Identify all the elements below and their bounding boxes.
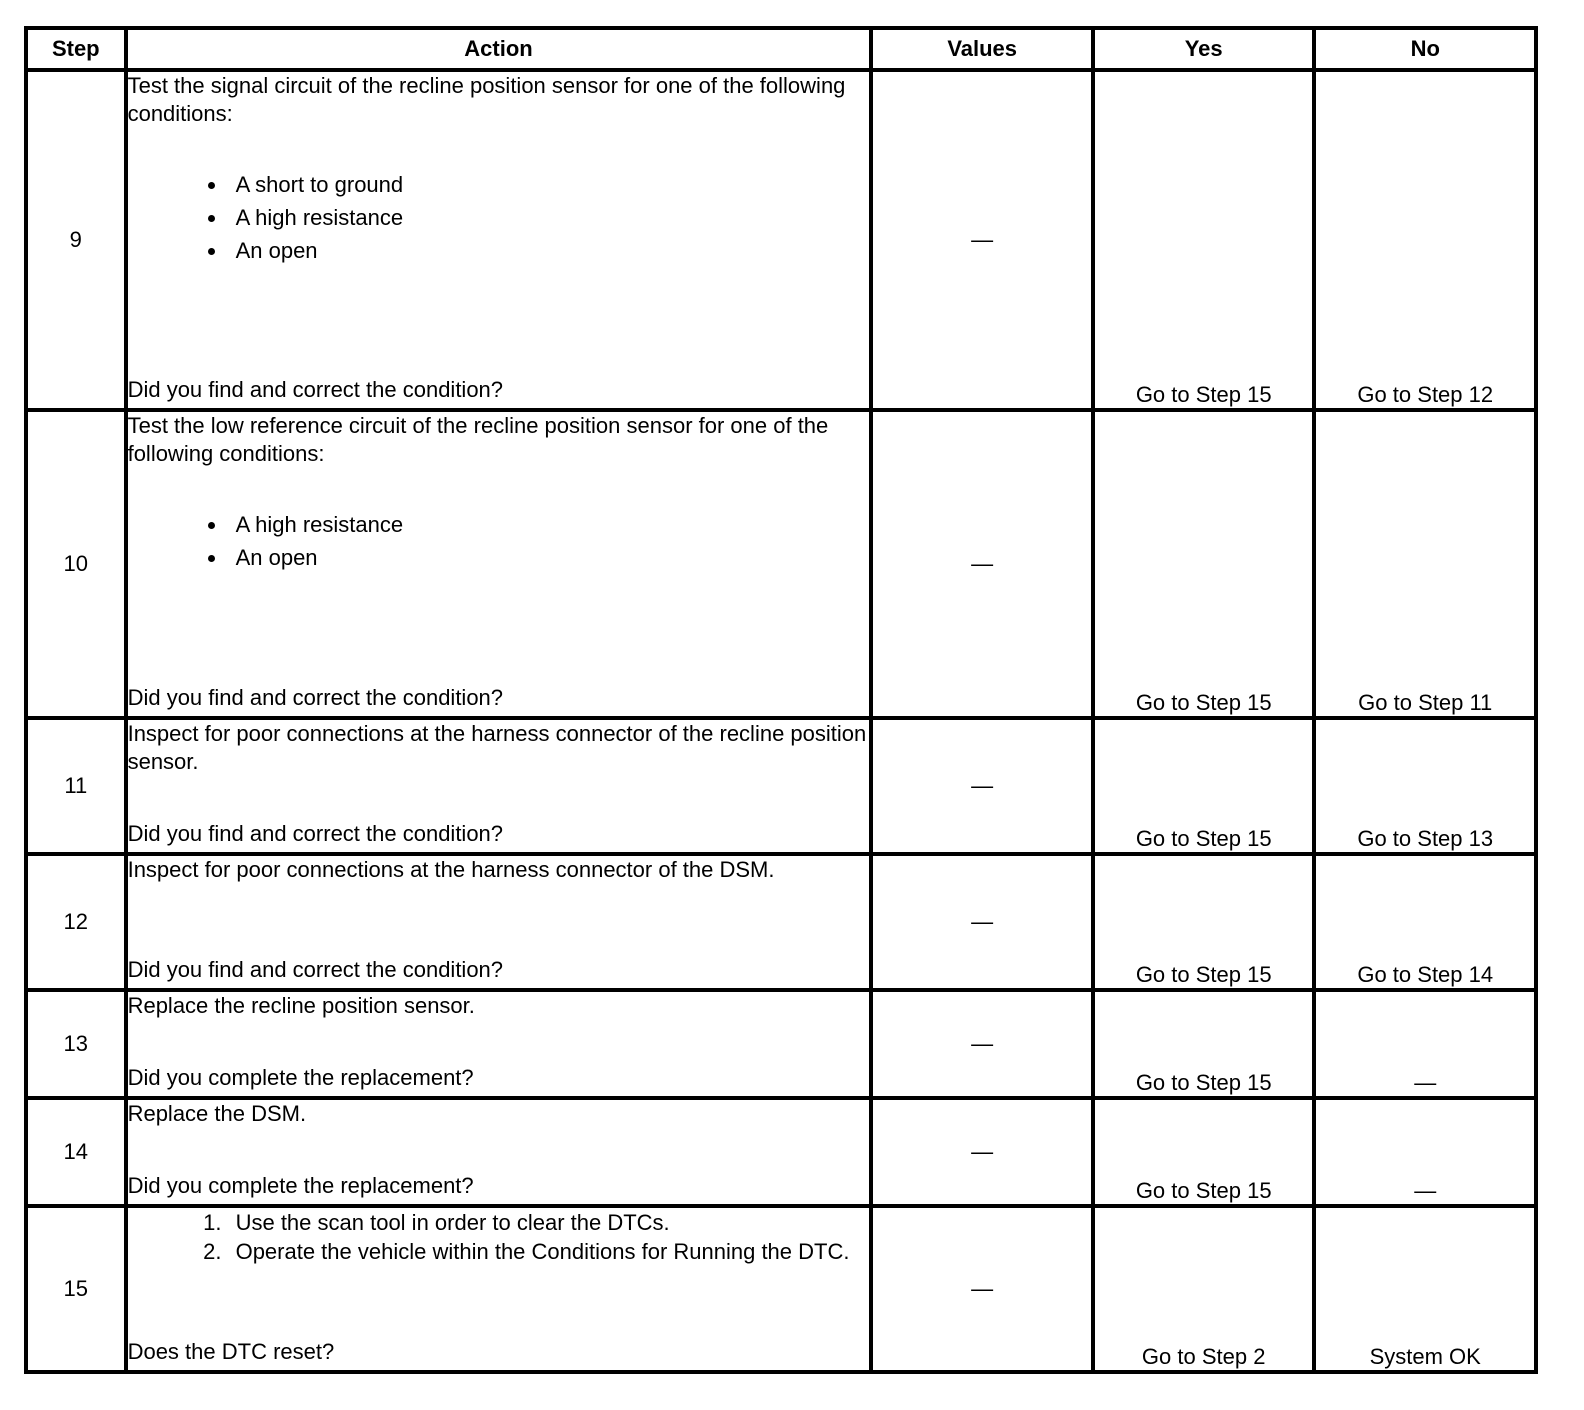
list-item: • An open [228,541,870,574]
action-question: Did you find and correct the condition? [127,377,504,402]
table-row [26,854,1536,990]
table-row [26,990,1536,1098]
values-cell: — [871,990,1093,1098]
yes-cell: Go to Step 15 [1093,1098,1315,1206]
step-number: 11 [26,718,126,854]
yes-cell: Go to Step 2 [1093,1206,1315,1372]
header-no: No [1314,28,1536,70]
list-item: 2. Operate the vehicle within the Conditions for Running the DTC. [228,1237,870,1266]
action-question: Does the DTC reset? [127,1339,335,1364]
values-cell: — [871,410,1093,718]
no-cell: Go to Step 14 [1314,854,1536,990]
header-action: Action [126,28,872,70]
yes-cell: Go to Step 15 [1093,854,1315,990]
header-step: Step [26,28,126,70]
step-number: 15 [26,1206,126,1372]
action-cell [126,1206,872,1372]
action-cell [126,410,872,718]
list-item: • A high resistance [228,201,870,234]
header-values: Values [871,28,1093,70]
action-cell [126,1098,872,1206]
header-row [26,28,1536,70]
action-cell [126,990,872,1098]
action-question: Did you find and correct the condition? [127,957,504,982]
yes-cell: Go to Step 15 [1093,70,1315,410]
action-question: Did you complete the replacement? [127,1173,474,1198]
yes-cell: Go to Step 15 [1093,718,1315,854]
no-cell: — [1314,1098,1536,1206]
action-intro: Inspect for poor connections at the harness connector of the recline position sensor. [127,721,867,774]
list-item: • A high resistance [228,508,870,541]
values-cell: — [871,70,1093,410]
no-cell: — [1314,990,1536,1098]
no-cell: System OK [1314,1206,1536,1372]
yes-cell: Go to Step 15 [1093,410,1315,718]
no-cell: Go to Step 11 [1314,410,1536,718]
table-row [26,1206,1536,1372]
action-intro: Test the low reference circuit of the recline position sensor for one of the following conditions: [127,413,829,466]
step-number: 12 [26,854,126,990]
action-intro: Replace the recline position sensor. [127,993,475,1018]
diagnostic-table [24,26,1538,1374]
procedure-list [128,1208,870,1266]
step-number: 14 [26,1098,126,1206]
action-cell [126,718,872,854]
no-cell: Go to Step 13 [1314,718,1536,854]
values-cell: — [871,718,1093,854]
table-row [26,70,1536,410]
action-question: Did you find and correct the condition? [127,821,504,846]
values-cell: — [871,854,1093,990]
values-cell: — [871,1098,1093,1206]
step-number: 9 [26,70,126,410]
action-intro: Test the signal circuit of the recline position sensor for one of the following conditions: [127,73,846,126]
list-item: • An open [228,234,870,267]
step-number: 13 [26,990,126,1098]
action-intro: Replace the DSM. [127,1101,307,1126]
table-row [26,410,1536,718]
action-intro: Inspect for poor connections at the harness connector of the DSM. [127,857,775,882]
list-item: • A short to ground [228,168,870,201]
yes-cell: Go to Step 15 [1093,990,1315,1098]
action-question: Did you find and correct the condition? [127,685,504,710]
action-cell [126,70,872,410]
table-row [26,718,1536,854]
action-cell [126,854,872,990]
condition-list [128,168,870,267]
table-row [26,1098,1536,1206]
list-item: 1. Use the scan tool in order to clear the DTCs. [228,1208,870,1237]
no-cell: Go to Step 12 [1314,70,1536,410]
condition-list [128,508,870,574]
action-question: Did you complete the replacement? [127,1065,474,1090]
values-cell: — [871,1206,1093,1372]
step-number: 10 [26,410,126,718]
header-yes: Yes [1093,28,1315,70]
